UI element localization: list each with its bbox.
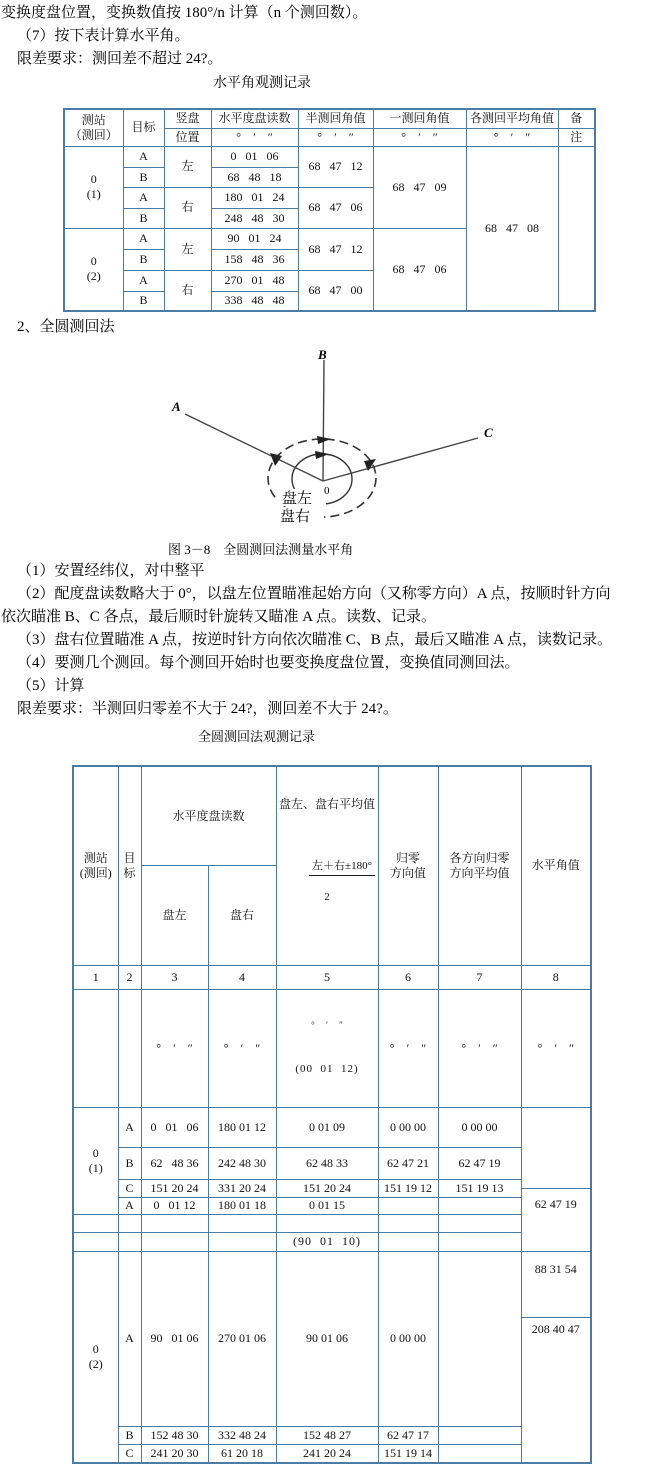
sight-line-a — [185, 414, 323, 481]
t2-diravg-cell — [438, 1445, 521, 1463]
t2-unit: ° ′ ″ — [311, 1019, 343, 1030]
t1-h-avg: 各测回平均角值 — [466, 109, 558, 128]
t1-half-cell: 68 47 12 — [298, 228, 373, 270]
table1-title: 水平角观测记录 — [213, 76, 311, 91]
t2-empty-cell — [118, 1214, 141, 1232]
zero-set-note-2: (90 01 10) — [276, 1232, 378, 1251]
zero-set-note-1: (00 01 12) — [295, 1062, 359, 1075]
t1-h-half: 半测回角值 — [298, 109, 373, 128]
t1-target-cell: A — [123, 228, 164, 249]
t2-colnum: 2 — [118, 965, 141, 989]
t2-unit-empty — [73, 989, 118, 1107]
disc-right-label: 盘右 — [280, 509, 311, 525]
t1-station-cell — [64, 146, 123, 228]
t2-mean-cell: 90 01 06 — [276, 1251, 378, 1427]
t2-empty-cell — [73, 1214, 118, 1232]
t2-left-cell: 90 01 06 — [141, 1251, 208, 1427]
intro-line-3: 限差要求：测回差不超过 24?。 — [17, 51, 223, 67]
t2-h-mean — [276, 766, 378, 965]
step-2-cont: 依次瞄准 B、C 各点，最后顺时针旋转又瞄准 A 点。读数、记录。 — [1, 609, 437, 625]
t1-h-unit: ° ′ ″ — [298, 128, 373, 146]
step-3: （3）盘右位置瞄准 A 点，按逆时针方向依次瞄准 C、B 点，最后又瞄准 A 点，读数记录。 — [17, 632, 613, 648]
t2-station-l1: 0 — [92, 1341, 99, 1356]
intro-line-2: （7）按下表计算水平角。 — [17, 28, 190, 44]
t2-h-diravg-l1: 各方向归零 — [449, 850, 510, 865]
t1-h-unit: ° ′ ″ — [466, 128, 558, 146]
t2-colnum: 3 — [141, 965, 208, 989]
t2-left-cell: 62 48 36 — [141, 1147, 208, 1179]
point-c-label: C — [484, 425, 493, 440]
hangle-seg-empty — [522, 1138, 591, 1158]
horizontal-angle-observation-table — [63, 108, 596, 312]
t1-h-note2: 注 — [558, 128, 595, 146]
t2-station-l2: (1) — [88, 1160, 103, 1175]
formula-numerator: 左＋右±180° — [309, 860, 375, 876]
t2-zero-cell: 62 47 21 — [378, 1147, 438, 1179]
t2-h-diravg-l2: 方向平均值 — [449, 865, 510, 880]
t1-half-cell: 68 47 12 — [298, 146, 373, 187]
t2-h-zero-l1: 归零 — [396, 850, 421, 865]
t2-mean-cell: 0 01 15 — [276, 1197, 378, 1214]
t1-station-l1: 0 — [90, 172, 97, 186]
t2-right-cell: 180 01 18 — [208, 1197, 276, 1214]
t1-station-l2: (2) — [86, 269, 101, 284]
t2-h-station-l1: 测站 — [83, 850, 108, 865]
t2-h-zero — [378, 766, 438, 965]
t1-position-cell: 左 — [164, 146, 211, 187]
step-2: （2）配度盘读数略大于 0°，以盘左位置瞄准起始方向（又称零方向）A 点，按顺时针方向 — [17, 586, 611, 602]
t2-unit: ° ′ ″ — [141, 989, 208, 1107]
t2-empty-cell — [438, 1232, 521, 1251]
t1-target-cell: A — [123, 270, 164, 291]
t1-reading-cell: 68 48 18 — [211, 167, 298, 187]
t1-position-cell: 右 — [164, 270, 211, 311]
t1-h-station-l2: （测回） — [69, 127, 118, 142]
t2-empty-cell — [141, 1232, 208, 1251]
t1-half-cell: 68 47 06 — [298, 187, 373, 228]
t2-h-disc-left: 盘左 — [141, 866, 208, 966]
step-4: （4）要测几个测回。每个测回开始时也要变换度盘位置，变换值同测回法。 — [17, 655, 520, 671]
t2-empty-cell — [208, 1232, 276, 1251]
t2-colnum: 5 — [276, 965, 378, 989]
t2-empty-cell — [118, 1232, 141, 1251]
t1-target-cell: B — [123, 249, 164, 270]
t2-colnum: 6 — [378, 965, 438, 989]
t2-zero-cell — [378, 1197, 438, 1214]
t2-right-cell: 180 01 12 — [208, 1107, 276, 1147]
t2-right-cell: 242 48 30 — [208, 1147, 276, 1179]
t2-target-cell: C — [118, 1179, 141, 1197]
t2-right-cell: 331 20 24 — [208, 1179, 276, 1197]
t2-right-cell: 332 48 24 — [208, 1427, 276, 1445]
t2-h-target — [118, 766, 141, 965]
t2-empty-cell — [438, 1214, 521, 1232]
t2-right-cell: 61 20 18 — [208, 1445, 276, 1463]
t2-station-l1: 0 — [92, 1145, 99, 1160]
t2-station-l2: (2) — [88, 1356, 103, 1371]
t1-h-target: 目标 — [123, 109, 164, 146]
t2-left-cell: 0 01 06 — [141, 1107, 208, 1147]
t1-reading-cell: 0 01 06 — [211, 146, 298, 167]
t1-station-l2: (1) — [86, 187, 101, 201]
t2-target-cell: B — [118, 1147, 141, 1179]
t1-reading-cell: 180 01 24 — [211, 187, 298, 208]
t2-diravg-cell — [438, 1427, 521, 1445]
t2-target-cell: A — [118, 1107, 141, 1147]
t2-mean-cell: 152 48 27 — [276, 1427, 378, 1445]
t1-h-disc1: 竖盘 — [164, 109, 211, 128]
t2-target-cell: C — [118, 1445, 141, 1463]
t2-h-mean-formula — [277, 843, 378, 935]
t1-h-one: 一测回角值 — [373, 109, 466, 128]
t2-colnum: 7 — [438, 965, 521, 989]
t2-diravg-cell — [438, 1251, 521, 1427]
t1-h-unit: ° ′ ″ — [373, 128, 466, 146]
t2-diravg-cell: 151 19 13 — [438, 1179, 521, 1197]
t2-zero-cell: 62 47 17 — [378, 1427, 438, 1445]
section2-heading: 2、全圆测回法 — [17, 319, 115, 335]
t2-empty-cell — [73, 1232, 118, 1251]
t2-hangle-cell — [521, 1107, 591, 1463]
t2-left-cell: 0 01 12 — [141, 1197, 208, 1214]
t2-h-station-l2: (测回) — [79, 865, 112, 880]
t2-mean-cell: 151 20 24 — [276, 1179, 378, 1197]
t2-unit: ° ′ ″ — [378, 989, 438, 1107]
t1-h-disc2: 位置 — [164, 128, 211, 146]
t2-right-cell: 270 01 06 — [208, 1251, 276, 1427]
t2-h-target-l1: 目 — [123, 850, 136, 865]
t2-unit: ° ′ ″ — [438, 989, 521, 1107]
t2-empty-cell — [378, 1214, 438, 1232]
t1-reading-cell: 248 48 30 — [211, 208, 298, 228]
t2-zero-cell: 151 19 12 — [378, 1179, 438, 1197]
t2-target-cell: A — [118, 1251, 141, 1427]
t2-mean-cell: 241 20 24 — [276, 1445, 378, 1463]
t2-h-disc-right: 盘右 — [208, 866, 276, 966]
t1-position-cell: 左 — [164, 228, 211, 270]
theodolite-rounds-figure — [158, 349, 508, 532]
t2-unit: ° ′ ″ — [521, 989, 591, 1107]
hangle-value: 208 40 47 — [522, 1317, 591, 1432]
t2-station-cell — [73, 1251, 118, 1463]
t2-zero-cell: 0 00 00 — [378, 1251, 438, 1427]
hangle-value: 62 47 19 — [522, 1188, 591, 1221]
t2-mean-cell: 62 48 33 — [276, 1147, 378, 1179]
t2-h-reading: 水平度盘读数 — [141, 766, 276, 866]
t2-unit: ° ′ ″ — [208, 989, 276, 1107]
disc-left-label: 盘左 — [282, 491, 313, 507]
t1-reading-cell: 270 01 48 — [211, 270, 298, 291]
t1-note-cell — [558, 146, 595, 311]
t1-target-cell: B — [123, 167, 164, 187]
t2-empty-cell — [378, 1232, 438, 1251]
t1-station-l1: 0 — [90, 254, 97, 269]
t1-avg-cell: 68 47 08 — [466, 146, 558, 311]
t2-diravg-cell — [438, 1197, 521, 1214]
t2-h-diravg — [438, 766, 521, 965]
point-o-label: 0 — [324, 485, 330, 497]
tolerance-line: 限差要求：半测回归零差不大于 24?，测回差不大于 24?。 — [17, 701, 398, 717]
t1-reading-cell: 90 01 24 — [211, 228, 298, 249]
t2-diravg-cell: 0 00 00 — [438, 1107, 521, 1147]
step-5: （5）计算 — [17, 678, 85, 694]
t1-target-cell: A — [123, 146, 164, 167]
t2-h-zero-l2: 方向值 — [390, 865, 427, 880]
t1-h-unit: ° ′ ″ — [211, 128, 298, 146]
t2-target-cell: A — [118, 1197, 141, 1214]
sight-line-c — [323, 438, 478, 481]
t1-one-cell: 68 47 06 — [373, 228, 466, 311]
t1-position-cell: 右 — [164, 187, 211, 228]
t1-h-station — [64, 109, 123, 146]
t2-colnum: 8 — [521, 965, 591, 989]
sight-line-b — [323, 360, 324, 481]
t1-target-cell: A — [123, 187, 164, 208]
t2-left-cell: 151 20 24 — [141, 1179, 208, 1197]
t2-mean-cell: 0 01 09 — [276, 1107, 378, 1147]
point-a-label: A — [172, 399, 181, 414]
t1-reading-cell: 338 48 48 — [211, 291, 298, 311]
t1-h-station-l1: 测站 — [81, 112, 106, 127]
t2-colnum: 4 — [208, 965, 276, 989]
t1-target-cell: B — [123, 291, 164, 311]
table2-title: 全圆测回法观测记录 — [198, 729, 316, 744]
t2-unit-empty — [118, 989, 141, 1107]
t2-colnum: 1 — [73, 965, 118, 989]
intro-line-1: 变换度盘位置，变换数值按 180°/n 计算（n 个测回数）。 — [1, 5, 368, 21]
hangle-value: 88 31 54 — [522, 1251, 591, 1287]
full-round-observation-table — [72, 765, 592, 1464]
t2-diravg-cell: 62 47 19 — [438, 1147, 521, 1179]
t2-empty-cell — [276, 1214, 378, 1232]
t1-half-cell: 68 47 00 — [298, 270, 373, 311]
t2-empty-cell — [208, 1214, 276, 1232]
t2-h-mean-label: 盘左、盘右平均值 — [279, 797, 376, 811]
t2-h-station — [73, 766, 118, 965]
t2-unit-note — [276, 989, 378, 1107]
t1-h-reading: 水平度盘读数 — [211, 109, 298, 128]
t2-station-cell — [73, 1107, 118, 1214]
t1-h-note1: 备 — [558, 109, 595, 128]
step-1: （1）安置经纬仪，对中整平 — [17, 563, 205, 579]
t1-reading-cell: 158 48 36 — [211, 249, 298, 270]
t2-empty-cell — [141, 1214, 208, 1232]
point-b-label: B — [318, 347, 327, 362]
t2-h-hangle: 水平角值 — [521, 766, 591, 965]
t1-target-cell: B — [123, 208, 164, 228]
t1-one-cell: 68 47 09 — [373, 146, 466, 228]
t2-zero-cell: 151 19 14 — [378, 1445, 438, 1463]
t1-station-cell — [64, 228, 123, 311]
t2-left-cell: 241 20 30 — [141, 1445, 208, 1463]
t2-zero-cell: 0 00 00 — [378, 1107, 438, 1147]
t2-target-cell: B — [118, 1427, 141, 1445]
t2-h-target-l2: 标 — [123, 865, 136, 880]
figure-caption: 图 3－8 全圆测回法测量水平角 — [168, 542, 354, 557]
formula-denominator: 2 — [324, 890, 330, 903]
t2-left-cell: 152 48 30 — [141, 1427, 208, 1445]
